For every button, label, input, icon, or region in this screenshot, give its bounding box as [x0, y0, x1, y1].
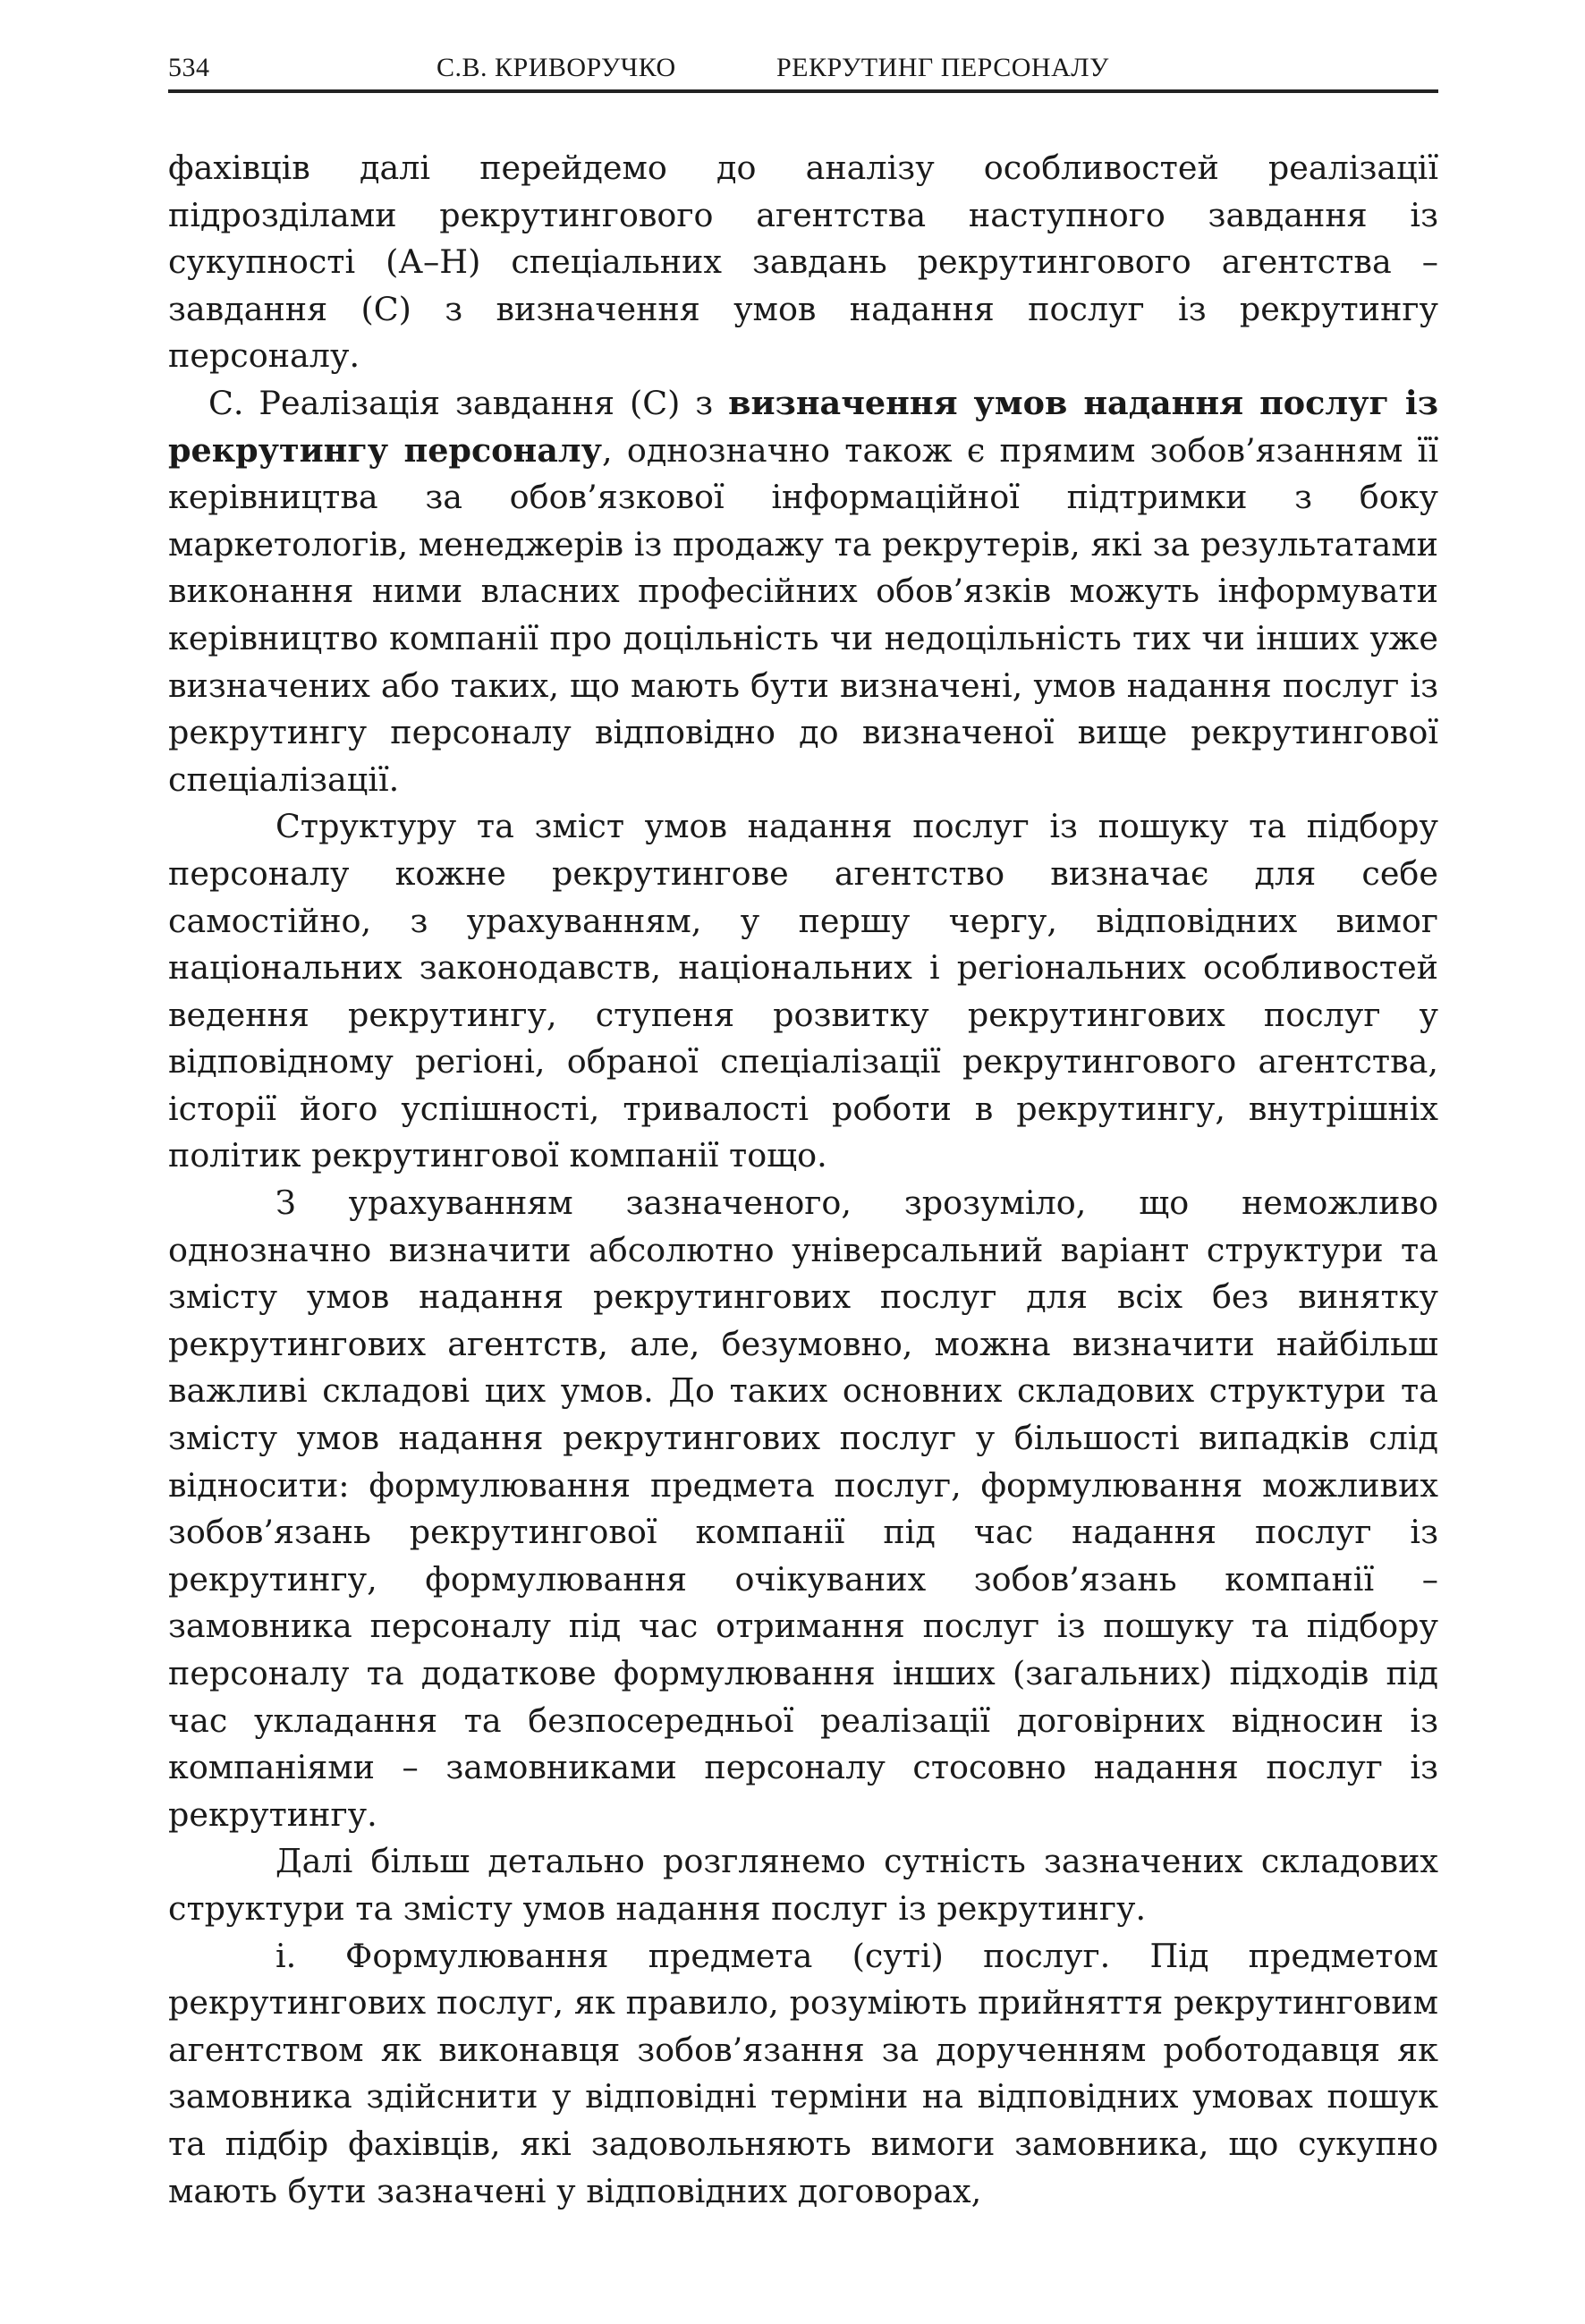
author-name: С.В. КРИВОРУЧКО: [437, 53, 676, 82]
body-text: [168, 145, 1438, 2215]
paragraph-6: і. Формулювання предмета (суті) послуг. Під предметом рекрутингових послуг, як правило, розуміють прийняття рекрутинговим агентством як виконавця зобов’язання за дорученням роботодавця як замовника здійснити у відповідні терміни на відповідних умовах пошук та підбір фахівців, які задовольняють вимоги замовника, що сукупно мають бути зазначені у відповідних договорах,: [168, 1936, 1438, 2210]
paragraph-2-lead: С. Реалізація завдання (С) з: [208, 383, 729, 422]
book-title: РЕКРУТИНГ ПЕРСОНАЛУ: [776, 53, 1109, 82]
paragraph-3: Структуру та зміст умов надання послуг із пошуку та підбору персоналу кожне рекрутингове агентство визначає для себе самостійно, з урахуванням, у першу чергу, відповідних вимог національних законодавств, національних і регіональних особливостей ведення рекрутингу, ступеня розвитку рекрутингових послуг у відповідному регіоні, обраної спеціалізації рекрутингового агентства, історії його успішності, тривалості роботи в рекрутингу, внутрішніх політик рекрутингової компанії тощо.: [168, 807, 1438, 1175]
paragraph-5: Далі більш детально розглянемо сутність зазначених складових структури та змісту умов надання послуг із рекрутингу.: [168, 1842, 1438, 1928]
paragraph-4: З урахуванням зазначеного, зрозуміло, що неможливо однозначно визначити абсолютно універсальний варіант структури та змісту умов надання рекрутингових послуг для всіх без винятку рекрутингових агентств, але, безумовно, можна визначити найбільш важливі складові цих умов. До таких основних складових структури та змісту умов надання рекрутингових послуг у більшості випадків слід відносити: формулювання предмета послуг, формулювання можливих зобов’язань рекрутингової компанії під час надання послуг із рекрутингу, формулювання очікуваних зобов’язань компанії – замовника персоналу під час отримання послуг із пошуку та підбору персоналу та додаткове формулювання інших (загальних) підходів під час укладання та безпосередньої реалізації договірних відносин із компаніями – замовниками персоналу стосовно надання послуг із рекрутингу.: [168, 1183, 1438, 1834]
paragraph-1: фахівців далі перейдемо до аналізу особливостей реалізації підрозділами рекрутингового агентства наступного завдання із сукупності (А–Н) спеціальних завдань рекрутингового агентства – завдання (С) з визначення умов надання послуг із рекрутингу персоналу.: [168, 148, 1438, 376]
document-page: [168, 52, 1438, 2215]
paragraph-2-rest: , однозначно також є прямим зобов’язанням її керівництва за обов’язкової інформаційної підтримки з боку маркетологів, менеджерів із продажу та рекрутерів, які за результатами виконання ними власних професійних обов’язків можуть інформувати керівництво компанії про доцільність чи недоцільність тих чи інших уже визначених або таких, що мають бути визначені, умов надання послуг із рекрутингу персоналу відповідно до визначеної вище рекрутингової спеціалізації.: [168, 430, 1438, 799]
paragraph-2: [168, 380, 1438, 803]
running-header: [168, 52, 1438, 93]
page-number: 534: [168, 53, 210, 82]
paragraph-2-bold-term: визначення умов надання послуг із рекрутингу персоналу: [168, 383, 1438, 470]
